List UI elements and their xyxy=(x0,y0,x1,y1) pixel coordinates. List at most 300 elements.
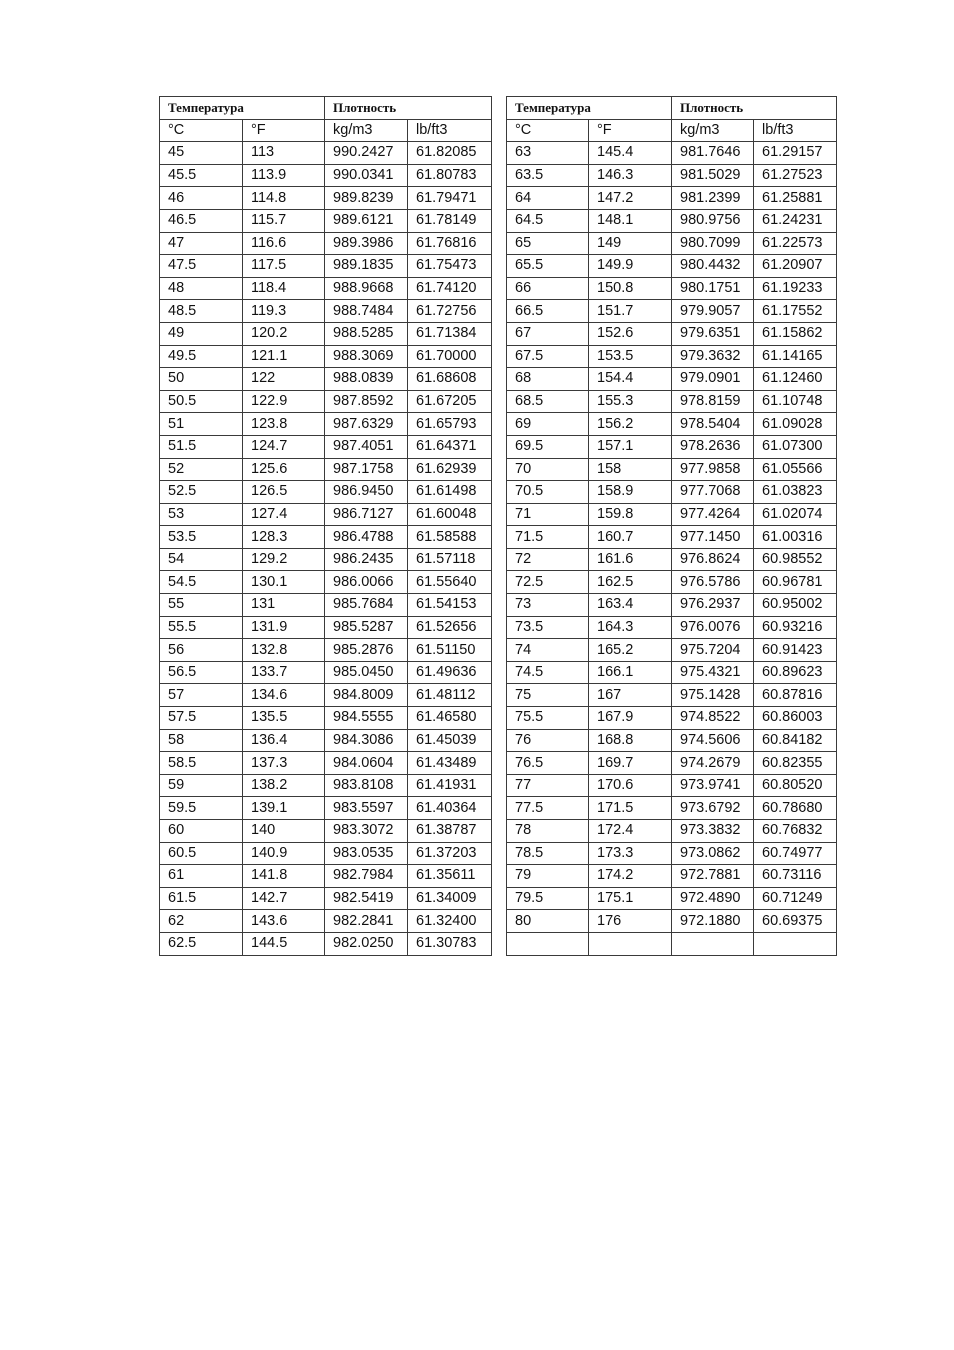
cell-fahrenheit: 127.4 xyxy=(243,503,325,526)
cell-kg-m3: 983.8108 xyxy=(325,774,408,797)
cell-lb-ft3: 61.82085 xyxy=(408,142,492,165)
table-row xyxy=(160,774,492,797)
cell-celsius: 54.5 xyxy=(160,571,243,594)
table-row xyxy=(160,435,492,458)
cell-fahrenheit: 135.5 xyxy=(243,707,325,730)
cell-lb-ft3: 61.02074 xyxy=(754,503,837,526)
cell-lb-ft3: 60.71249 xyxy=(754,887,837,910)
cell-kg-m3: 989.8239 xyxy=(325,187,408,210)
cell-fahrenheit: 144.5 xyxy=(243,932,325,955)
table-row xyxy=(160,729,492,752)
cell-lb-ft3: 61.76816 xyxy=(408,232,492,255)
cell-lb-ft3: 61.27523 xyxy=(754,164,837,187)
group-header-row xyxy=(160,97,492,120)
cell-kg-m3: 989.1835 xyxy=(325,255,408,278)
density-table-left-body xyxy=(160,97,492,956)
cell-kg-m3: 984.5555 xyxy=(325,707,408,730)
cell-celsius: 53.5 xyxy=(160,526,243,549)
cell-kg-m3: 988.3069 xyxy=(325,345,408,368)
cell-celsius: 79 xyxy=(507,865,589,888)
cell-celsius: 62.5 xyxy=(160,932,243,955)
cell-fahrenheit: 162.5 xyxy=(589,571,672,594)
cell-kg-m3: 982.2841 xyxy=(325,910,408,933)
cell-kg-m3: 973.6792 xyxy=(672,797,754,820)
cell-celsius: 64 xyxy=(507,187,589,210)
cell-fahrenheit: 164.3 xyxy=(589,616,672,639)
table-row xyxy=(507,842,837,865)
table-row xyxy=(507,571,837,594)
cell-celsius: 73.5 xyxy=(507,616,589,639)
cell-kg-m3: 982.0250 xyxy=(325,932,408,955)
cell-lb-ft3: 61.48112 xyxy=(408,684,492,707)
table-row xyxy=(160,639,492,662)
cell-kg-m3: 980.4432 xyxy=(672,255,754,278)
cell-celsius: 53 xyxy=(160,503,243,526)
cell-fahrenheit: 122.9 xyxy=(243,390,325,413)
table-row xyxy=(160,594,492,617)
table-row xyxy=(507,865,837,888)
cell-fahrenheit: 146.3 xyxy=(589,164,672,187)
density-header: Плотность xyxy=(325,97,492,120)
cell-fahrenheit: 137.3 xyxy=(243,752,325,775)
cell-celsius: 50 xyxy=(160,368,243,391)
cell-lb-ft3: 60.84182 xyxy=(754,729,837,752)
cell-celsius: 80 xyxy=(507,910,589,933)
table-row xyxy=(160,752,492,775)
cell-kg-m3: 984.0604 xyxy=(325,752,408,775)
cell-kg-m3: 988.0839 xyxy=(325,368,408,391)
cell-lb-ft3: 61.49636 xyxy=(408,661,492,684)
cell-lb-ft3: 61.10748 xyxy=(754,390,837,413)
cell-kg-m3: 989.3986 xyxy=(325,232,408,255)
unit-celsius: °C xyxy=(507,119,589,142)
cell-celsius: 79.5 xyxy=(507,887,589,910)
cell-lb-ft3: 61.41931 xyxy=(408,774,492,797)
cell-kg-m3: 987.8592 xyxy=(325,390,408,413)
cell-fahrenheit: 166.1 xyxy=(589,661,672,684)
cell-fahrenheit: 126.5 xyxy=(243,481,325,504)
cell-celsius: 65 xyxy=(507,232,589,255)
cell-celsius: 71.5 xyxy=(507,526,589,549)
cell-celsius: 55.5 xyxy=(160,616,243,639)
cell-fahrenheit: 140.9 xyxy=(243,842,325,865)
cell-celsius: 62 xyxy=(160,910,243,933)
cell-lb-ft3: 61.54153 xyxy=(408,594,492,617)
cell-celsius: 54 xyxy=(160,548,243,571)
cell-lb-ft3: 61.67205 xyxy=(408,390,492,413)
cell-celsius: 56.5 xyxy=(160,661,243,684)
table-row xyxy=(507,481,837,504)
cell-kg-m3: 988.7484 xyxy=(325,300,408,323)
cell-kg-m3: 990.2427 xyxy=(325,142,408,165)
table-row xyxy=(160,910,492,933)
cell-lb-ft3: 61.12460 xyxy=(754,368,837,391)
cell-celsius: 76 xyxy=(507,729,589,752)
cell-lb-ft3: 61.38787 xyxy=(408,820,492,843)
unit-celsius: °C xyxy=(160,119,243,142)
cell-fahrenheit: 147.2 xyxy=(589,187,672,210)
cell-lb-ft3: 60.74977 xyxy=(754,842,837,865)
cell-kg-m3: 977.1450 xyxy=(672,526,754,549)
cell-kg-m3: 984.3086 xyxy=(325,729,408,752)
cell-fahrenheit: 157.1 xyxy=(589,435,672,458)
cell-lb-ft3: 61.61498 xyxy=(408,481,492,504)
cell-lb-ft3: 60.87816 xyxy=(754,684,837,707)
cell-celsius: 55 xyxy=(160,594,243,617)
cell-kg-m3: 990.0341 xyxy=(325,164,408,187)
cell-lb-ft3: 61.78149 xyxy=(408,209,492,232)
cell-fahrenheit: 171.5 xyxy=(589,797,672,820)
cell-celsius: 66.5 xyxy=(507,300,589,323)
cell-kg-m3: 980.9756 xyxy=(672,209,754,232)
cell-kg-m3: 975.1428 xyxy=(672,684,754,707)
table-row xyxy=(160,661,492,684)
cell-celsius: 70 xyxy=(507,458,589,481)
cell-fahrenheit: 119.3 xyxy=(243,300,325,323)
table-row xyxy=(507,503,837,526)
cell-fahrenheit: 134.6 xyxy=(243,684,325,707)
cell-kg-m3: 975.7204 xyxy=(672,639,754,662)
cell-lb-ft3: 61.25881 xyxy=(754,187,837,210)
cell-kg-m3: 981.2399 xyxy=(672,187,754,210)
cell-lb-ft3: 60.73116 xyxy=(754,865,837,888)
cell-kg-m3: 977.4264 xyxy=(672,503,754,526)
cell-kg-m3: 977.9858 xyxy=(672,458,754,481)
cell-kg-m3: 976.0076 xyxy=(672,616,754,639)
table-row xyxy=(160,616,492,639)
cell-celsius: 66 xyxy=(507,277,589,300)
cell-kg-m3: 978.2636 xyxy=(672,435,754,458)
cell-fahrenheit: 159.8 xyxy=(589,503,672,526)
cell-kg-m3: 988.5285 xyxy=(325,322,408,345)
cell-kg-m3: 977.7068 xyxy=(672,481,754,504)
cell-celsius: 61.5 xyxy=(160,887,243,910)
cell-lb-ft3: 61.34009 xyxy=(408,887,492,910)
cell-kg-m3: 985.2876 xyxy=(325,639,408,662)
cell-fahrenheit: 175.1 xyxy=(589,887,672,910)
cell-celsius: 69 xyxy=(507,413,589,436)
table-row xyxy=(160,345,492,368)
cell-kg-m3: 987.6329 xyxy=(325,413,408,436)
unit-lb-ft3: lb/ft3 xyxy=(408,119,492,142)
cell-kg-m3: 987.4051 xyxy=(325,435,408,458)
cell-lb-ft3: 61.43489 xyxy=(408,752,492,775)
table-row xyxy=(160,232,492,255)
cell-lb-ft3: 61.19233 xyxy=(754,277,837,300)
table-row xyxy=(507,255,837,278)
table-row xyxy=(507,729,837,752)
cell-celsius: 52.5 xyxy=(160,481,243,504)
cell-kg-m3: 976.2937 xyxy=(672,594,754,617)
cell-kg-m3: 973.3832 xyxy=(672,820,754,843)
table-row xyxy=(507,797,837,820)
cell-celsius: 72.5 xyxy=(507,571,589,594)
table-row xyxy=(507,752,837,775)
cell-lb-ft3: 61.22573 xyxy=(754,232,837,255)
table-row xyxy=(160,322,492,345)
cell-lb-ft3: 61.30783 xyxy=(408,932,492,955)
cell-kg-m3: 985.0450 xyxy=(325,661,408,684)
table-row xyxy=(507,142,837,165)
density-table-right-body xyxy=(507,97,837,956)
cell-lb-ft3: 60.78680 xyxy=(754,797,837,820)
cell-celsius: 70.5 xyxy=(507,481,589,504)
cell-celsius: 77 xyxy=(507,774,589,797)
cell-lb-ft3: 61.37203 xyxy=(408,842,492,865)
cell-lb-ft3: 61.09028 xyxy=(754,413,837,436)
cell-kg-m3: 983.5597 xyxy=(325,797,408,820)
cell-lb-ft3: 61.52656 xyxy=(408,616,492,639)
cell-fahrenheit: 131 xyxy=(243,594,325,617)
table-row xyxy=(160,413,492,436)
table-row xyxy=(507,774,837,797)
cell-kg-m3: 978.5404 xyxy=(672,413,754,436)
table-row xyxy=(160,684,492,707)
cell-fahrenheit: 165.2 xyxy=(589,639,672,662)
cell-kg-m3: 972.7881 xyxy=(672,865,754,888)
table-row xyxy=(507,639,837,662)
table-row xyxy=(507,164,837,187)
cell-celsius: 75.5 xyxy=(507,707,589,730)
table-row xyxy=(507,413,837,436)
cell-celsius: 51 xyxy=(160,413,243,436)
cell-celsius: 69.5 xyxy=(507,435,589,458)
cell-kg-m3: 979.9057 xyxy=(672,300,754,323)
table-row xyxy=(160,932,492,955)
cell-kg-m3: 986.9450 xyxy=(325,481,408,504)
cell-celsius: 57 xyxy=(160,684,243,707)
table-row xyxy=(507,300,837,323)
cell-celsius: 74 xyxy=(507,639,589,662)
unit-fahrenheit: °F xyxy=(243,119,325,142)
cell-lb-ft3 xyxy=(754,932,837,955)
cell-fahrenheit: 155.3 xyxy=(589,390,672,413)
cell-lb-ft3: 60.93216 xyxy=(754,616,837,639)
cell-lb-ft3: 60.86003 xyxy=(754,707,837,730)
cell-fahrenheit: 152.6 xyxy=(589,322,672,345)
cell-lb-ft3: 61.20907 xyxy=(754,255,837,278)
cell-lb-ft3: 61.70000 xyxy=(408,345,492,368)
table-row xyxy=(160,255,492,278)
table-row xyxy=(160,164,492,187)
cell-lb-ft3: 61.00316 xyxy=(754,526,837,549)
table-row xyxy=(160,526,492,549)
cell-celsius xyxy=(507,932,589,955)
cell-kg-m3: 978.8159 xyxy=(672,390,754,413)
table-row xyxy=(160,887,492,910)
cell-celsius: 59.5 xyxy=(160,797,243,820)
cell-kg-m3: 987.1758 xyxy=(325,458,408,481)
cell-fahrenheit: 154.4 xyxy=(589,368,672,391)
cell-fahrenheit: 142.7 xyxy=(243,887,325,910)
cell-kg-m3: 983.3072 xyxy=(325,820,408,843)
cell-kg-m3: 985.5287 xyxy=(325,616,408,639)
cell-fahrenheit: 145.4 xyxy=(589,142,672,165)
cell-kg-m3: 975.4321 xyxy=(672,661,754,684)
cell-kg-m3: 976.8624 xyxy=(672,548,754,571)
cell-fahrenheit: 139.1 xyxy=(243,797,325,820)
cell-fahrenheit: 115.7 xyxy=(243,209,325,232)
cell-kg-m3: 983.0535 xyxy=(325,842,408,865)
cell-fahrenheit: 176 xyxy=(589,910,672,933)
cell-lb-ft3: 61.62939 xyxy=(408,458,492,481)
cell-celsius: 60.5 xyxy=(160,842,243,865)
cell-celsius: 73 xyxy=(507,594,589,617)
cell-fahrenheit: 132.8 xyxy=(243,639,325,662)
density-header: Плотность xyxy=(672,97,837,120)
cell-celsius: 48.5 xyxy=(160,300,243,323)
cell-lb-ft3: 60.76832 xyxy=(754,820,837,843)
cell-lb-ft3: 61.32400 xyxy=(408,910,492,933)
cell-lb-ft3: 61.40364 xyxy=(408,797,492,820)
table-row xyxy=(507,187,837,210)
cell-lb-ft3: 61.74120 xyxy=(408,277,492,300)
cell-fahrenheit: 172.4 xyxy=(589,820,672,843)
cell-kg-m3: 973.9741 xyxy=(672,774,754,797)
cell-celsius: 60 xyxy=(160,820,243,843)
cell-lb-ft3: 61.79471 xyxy=(408,187,492,210)
table-row xyxy=(160,390,492,413)
cell-kg-m3: 984.8009 xyxy=(325,684,408,707)
cell-celsius: 67 xyxy=(507,322,589,345)
cell-lb-ft3: 61.05566 xyxy=(754,458,837,481)
table-row xyxy=(160,820,492,843)
cell-kg-m3: 974.5606 xyxy=(672,729,754,752)
cell-fahrenheit: 153.5 xyxy=(589,345,672,368)
cell-fahrenheit: 143.6 xyxy=(243,910,325,933)
table-row xyxy=(507,820,837,843)
cell-celsius: 49 xyxy=(160,322,243,345)
cell-fahrenheit: 170.6 xyxy=(589,774,672,797)
cell-fahrenheit: 125.6 xyxy=(243,458,325,481)
cell-kg-m3: 976.5786 xyxy=(672,571,754,594)
cell-celsius: 46 xyxy=(160,187,243,210)
table-row xyxy=(160,277,492,300)
cell-celsius: 61 xyxy=(160,865,243,888)
cell-fahrenheit: 131.9 xyxy=(243,616,325,639)
cell-kg-m3: 986.7127 xyxy=(325,503,408,526)
density-table-right xyxy=(506,96,837,956)
units-row xyxy=(160,119,492,142)
density-table-left xyxy=(159,96,492,956)
cell-fahrenheit: 158.9 xyxy=(589,481,672,504)
temperature-header: Температура xyxy=(160,97,325,120)
cell-celsius: 58 xyxy=(160,729,243,752)
cell-fahrenheit: 114.8 xyxy=(243,187,325,210)
cell-fahrenheit: 133.7 xyxy=(243,661,325,684)
units-row xyxy=(507,119,837,142)
cell-kg-m3: 988.9668 xyxy=(325,277,408,300)
cell-celsius: 57.5 xyxy=(160,707,243,730)
cell-fahrenheit: 129.2 xyxy=(243,548,325,571)
cell-celsius: 58.5 xyxy=(160,752,243,775)
table-row xyxy=(160,209,492,232)
cell-lb-ft3: 61.55640 xyxy=(408,571,492,594)
cell-celsius: 78.5 xyxy=(507,842,589,865)
cell-lb-ft3: 60.69375 xyxy=(754,910,837,933)
table-row xyxy=(507,616,837,639)
cell-kg-m3: 974.2679 xyxy=(672,752,754,775)
cell-celsius: 47.5 xyxy=(160,255,243,278)
cell-lb-ft3: 61.03823 xyxy=(754,481,837,504)
cell-celsius: 65.5 xyxy=(507,255,589,278)
cell-celsius: 50.5 xyxy=(160,390,243,413)
table-row xyxy=(507,435,837,458)
group-header-row xyxy=(507,97,837,120)
cell-kg-m3: 979.3632 xyxy=(672,345,754,368)
cell-kg-m3: 982.7984 xyxy=(325,865,408,888)
cell-kg-m3: 979.0901 xyxy=(672,368,754,391)
cell-kg-m3: 980.7099 xyxy=(672,232,754,255)
cell-lb-ft3: 61.15862 xyxy=(754,322,837,345)
table-row xyxy=(160,842,492,865)
table-row xyxy=(507,594,837,617)
cell-celsius: 49.5 xyxy=(160,345,243,368)
cell-fahrenheit: 149.9 xyxy=(589,255,672,278)
cell-kg-m3: 972.1880 xyxy=(672,910,754,933)
cell-fahrenheit: 167.9 xyxy=(589,707,672,730)
cell-lb-ft3: 61.46580 xyxy=(408,707,492,730)
table-row xyxy=(160,503,492,526)
unit-kg-m3: kg/m3 xyxy=(672,119,754,142)
cell-lb-ft3: 61.24231 xyxy=(754,209,837,232)
cell-fahrenheit: 160.7 xyxy=(589,526,672,549)
table-row xyxy=(160,797,492,820)
table-row xyxy=(507,458,837,481)
table-row xyxy=(507,526,837,549)
table-row xyxy=(160,548,492,571)
table-row xyxy=(507,232,837,255)
table-row xyxy=(507,548,837,571)
cell-fahrenheit: 128.3 xyxy=(243,526,325,549)
cell-fahrenheit xyxy=(589,932,672,955)
cell-celsius: 59 xyxy=(160,774,243,797)
cell-kg-m3: 985.7684 xyxy=(325,594,408,617)
cell-fahrenheit: 151.7 xyxy=(589,300,672,323)
cell-fahrenheit: 120.2 xyxy=(243,322,325,345)
cell-lb-ft3: 61.14165 xyxy=(754,345,837,368)
table-row xyxy=(507,887,837,910)
cell-celsius: 71 xyxy=(507,503,589,526)
cell-kg-m3: 974.8522 xyxy=(672,707,754,730)
cell-fahrenheit: 138.2 xyxy=(243,774,325,797)
cell-fahrenheit: 174.2 xyxy=(589,865,672,888)
cell-fahrenheit: 113.9 xyxy=(243,164,325,187)
cell-fahrenheit: 116.6 xyxy=(243,232,325,255)
table-row xyxy=(507,209,837,232)
cell-fahrenheit: 158 xyxy=(589,458,672,481)
cell-celsius: 51.5 xyxy=(160,435,243,458)
unit-fahrenheit: °F xyxy=(589,119,672,142)
cell-celsius: 68.5 xyxy=(507,390,589,413)
unit-lb-ft3: lb/ft3 xyxy=(754,119,837,142)
cell-lb-ft3: 61.57118 xyxy=(408,548,492,571)
cell-kg-m3: 972.4890 xyxy=(672,887,754,910)
cell-lb-ft3: 61.51150 xyxy=(408,639,492,662)
table-row xyxy=(160,458,492,481)
cell-kg-m3: 982.5419 xyxy=(325,887,408,910)
cell-fahrenheit: 136.4 xyxy=(243,729,325,752)
table-row xyxy=(507,910,837,933)
table-row xyxy=(507,390,837,413)
cell-fahrenheit: 113 xyxy=(243,142,325,165)
cell-kg-m3 xyxy=(672,932,754,955)
cell-fahrenheit: 161.6 xyxy=(589,548,672,571)
cell-lb-ft3: 61.29157 xyxy=(754,142,837,165)
table-row xyxy=(160,300,492,323)
cell-lb-ft3: 61.07300 xyxy=(754,435,837,458)
cell-fahrenheit: 168.8 xyxy=(589,729,672,752)
